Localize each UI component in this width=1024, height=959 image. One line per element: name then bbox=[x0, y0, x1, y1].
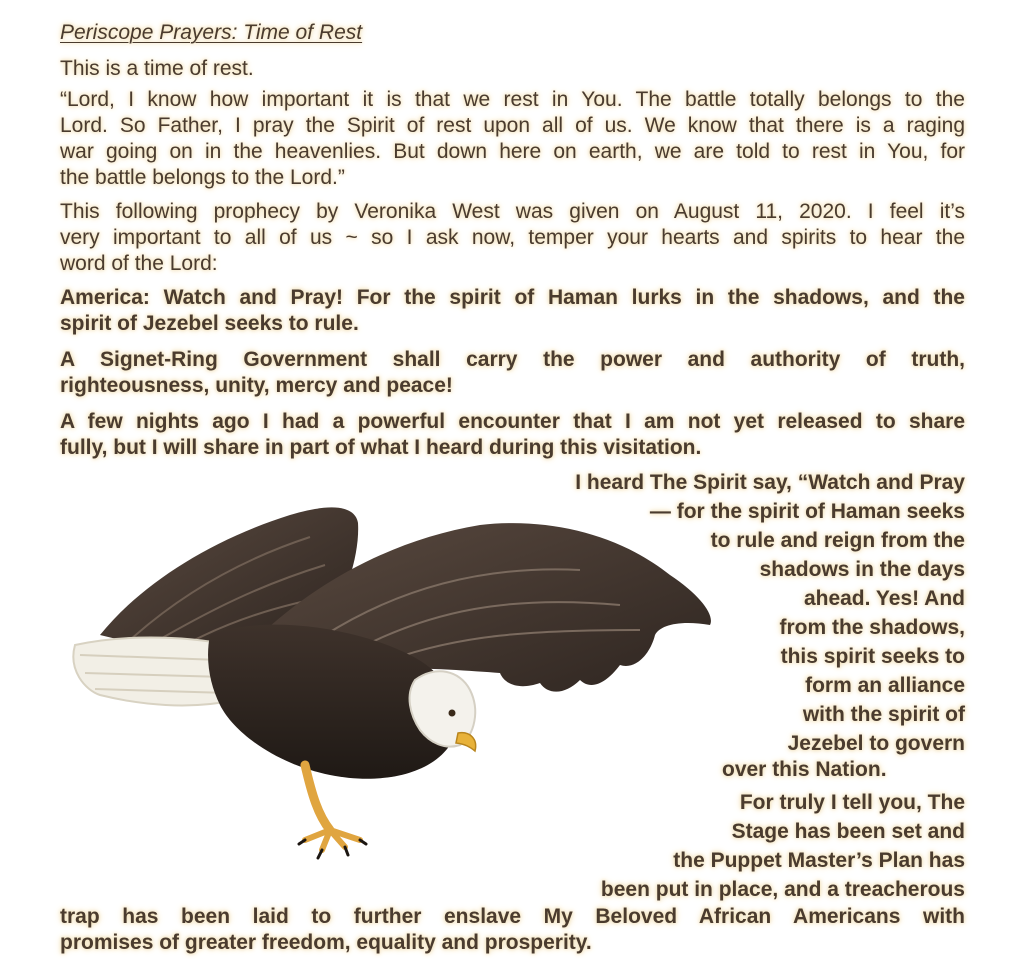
prayer-line: “Lord, I know how important it is that we rest in You. The battle totally belongs to the bbox=[60, 88, 965, 111]
article-title: Periscope Prayers: Time of Rest bbox=[60, 21, 363, 44]
prophecy-line: righteousness, unity, mercy and peace! bbox=[60, 374, 453, 397]
prophecy-line: been put in place, and a treacherous bbox=[600, 878, 965, 901]
prophecy-line: Stage has been set and bbox=[731, 820, 965, 843]
context-line: word of the Lord: bbox=[60, 252, 218, 275]
prophecy-line: to rule and reign from the bbox=[710, 529, 965, 552]
prophecy-line: over this Nation. bbox=[722, 758, 887, 781]
prophecy-line: I heard The Spirit say, “Watch and Pray bbox=[575, 471, 965, 494]
context-line: very important to all of us ~ so I ask now, temper your hearts and spirits to hear the bbox=[60, 226, 965, 249]
context-line: This following prophecy by Veronika West was given on August 11, 2020. I feel it’s bbox=[60, 200, 965, 223]
prophecy-line: A few nights ago I had a powerful encounter that I am not yet released to share bbox=[60, 410, 965, 433]
intro-text: This is a time of rest. bbox=[60, 57, 254, 80]
prophecy-line: shadows in the days bbox=[759, 558, 965, 581]
prophecy-line: ahead. Yes! And bbox=[803, 587, 965, 610]
prophecy-line: trap has been laid to further enslave My Beloved African Americans with bbox=[60, 905, 965, 928]
prayer-line: war going on in the heavenlies. But down here on earth, we are told to rest in You, for bbox=[60, 140, 965, 163]
prayer-line: the battle belongs to the Lord.” bbox=[60, 166, 345, 189]
prophecy-line: For truly I tell you, The bbox=[739, 791, 965, 814]
prophecy-line: this spirit seeks to bbox=[780, 645, 965, 668]
prophecy-line: — for the spirit of Haman seeks bbox=[649, 500, 965, 523]
prophecy-line: spirit of Jezebel seeks to rule. bbox=[60, 312, 359, 335]
prophecy-line: fully, but I will share in part of what I heard during this visitation. bbox=[60, 436, 702, 459]
prophecy-line: America: Watch and Pray! For the spirit of Haman lurks in the shadows, and the bbox=[60, 286, 965, 309]
prayer-line: Lord. So Father, I pray the Spirit of rest upon all of us. We know that there is a raging bbox=[60, 114, 965, 137]
prophecy-line: promises of greater freedom, equality and prosperity. bbox=[60, 931, 592, 954]
prophecy-line: Jezebel to govern bbox=[787, 732, 965, 755]
prophecy-line: form an alliance bbox=[805, 674, 965, 697]
prophecy-line: the Puppet Master’s Plan has bbox=[673, 849, 965, 872]
prophecy-line: from the shadows, bbox=[779, 616, 965, 639]
prophecy-line: A Signet-Ring Government shall carry the power and authority of truth, bbox=[60, 348, 965, 371]
prophecy-line: with the spirit of bbox=[802, 703, 965, 726]
